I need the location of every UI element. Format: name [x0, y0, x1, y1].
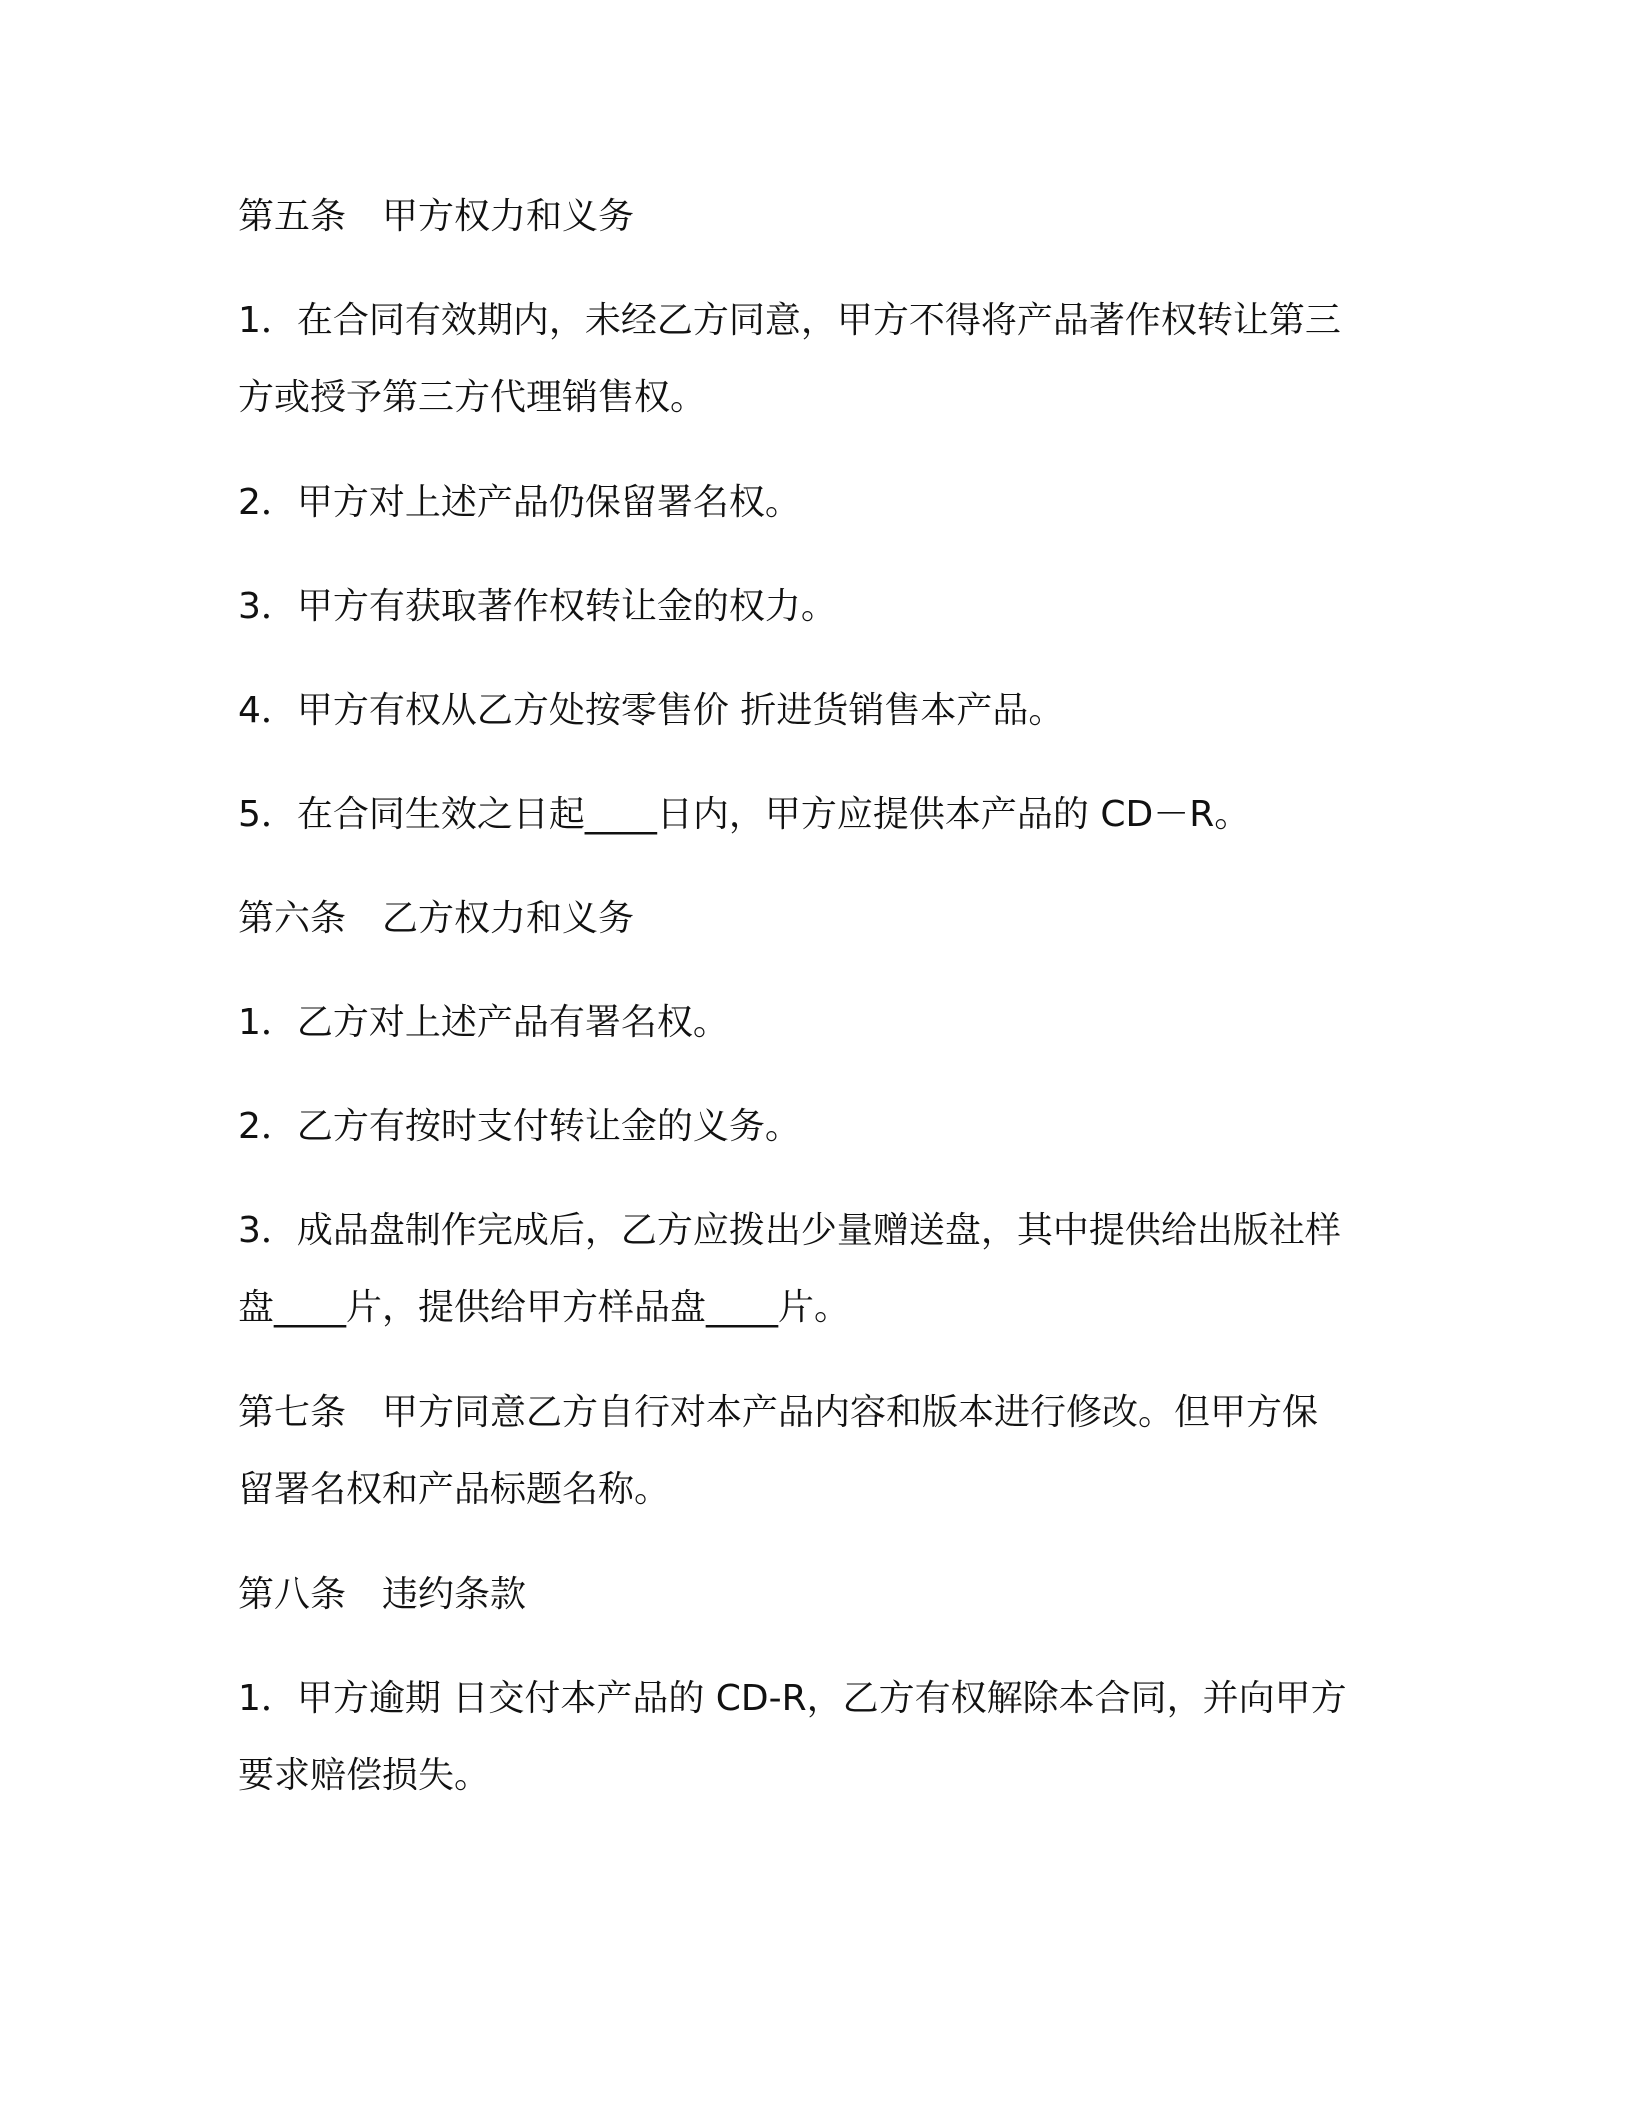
article-6-item-1: 1．乙方对上述产品有署名权。 — [238, 1002, 729, 1043]
article-5-item-3: 3．甲方有获取著作权转让金的权力。 — [238, 586, 837, 627]
article-8-heading: 第八条 违约条款 — [238, 1574, 527, 1615]
article-5-heading: 第五条 甲方权力和义务 — [238, 196, 635, 237]
article-6-item-3: 3．成品盘制作完成后，乙方应拨出少量赠送盘，其中提供给出版社样 盘____片，提供给甲方样品盘____片。 — [238, 1210, 1341, 1328]
article-5-item-2: 2．甲方对上述产品仍保留署名权。 — [238, 482, 801, 523]
article-5-item-1: 1．在合同有效期内，未经乙方同意，甲方不得将产品著作权转让第三 方或授予第三方代理销售权。 — [238, 300, 1341, 418]
article-6-heading: 第六条 乙方权力和义务 — [238, 898, 635, 939]
article-6-item-2: 2．乙方有按时支付转让金的义务。 — [238, 1106, 801, 1147]
article-5-item-4: 4．甲方有权从乙方处按零售价 折进货销售本产品。 — [238, 690, 1065, 731]
article-5-item-5: 5．在合同生效之日起____日内，甲方应提供本产品的 CD－R。 — [238, 794, 1251, 835]
article-8-item-1: 1．甲方逾期 日交付本产品的 CD-R，乙方有权解除本合同，并向甲方 要求赔偿损失。 — [238, 1678, 1347, 1796]
article-7: 第七条 甲方同意乙方自行对本产品内容和版本进行修改。但甲方保 留署名权和产品标题名称。 — [238, 1392, 1319, 1510]
